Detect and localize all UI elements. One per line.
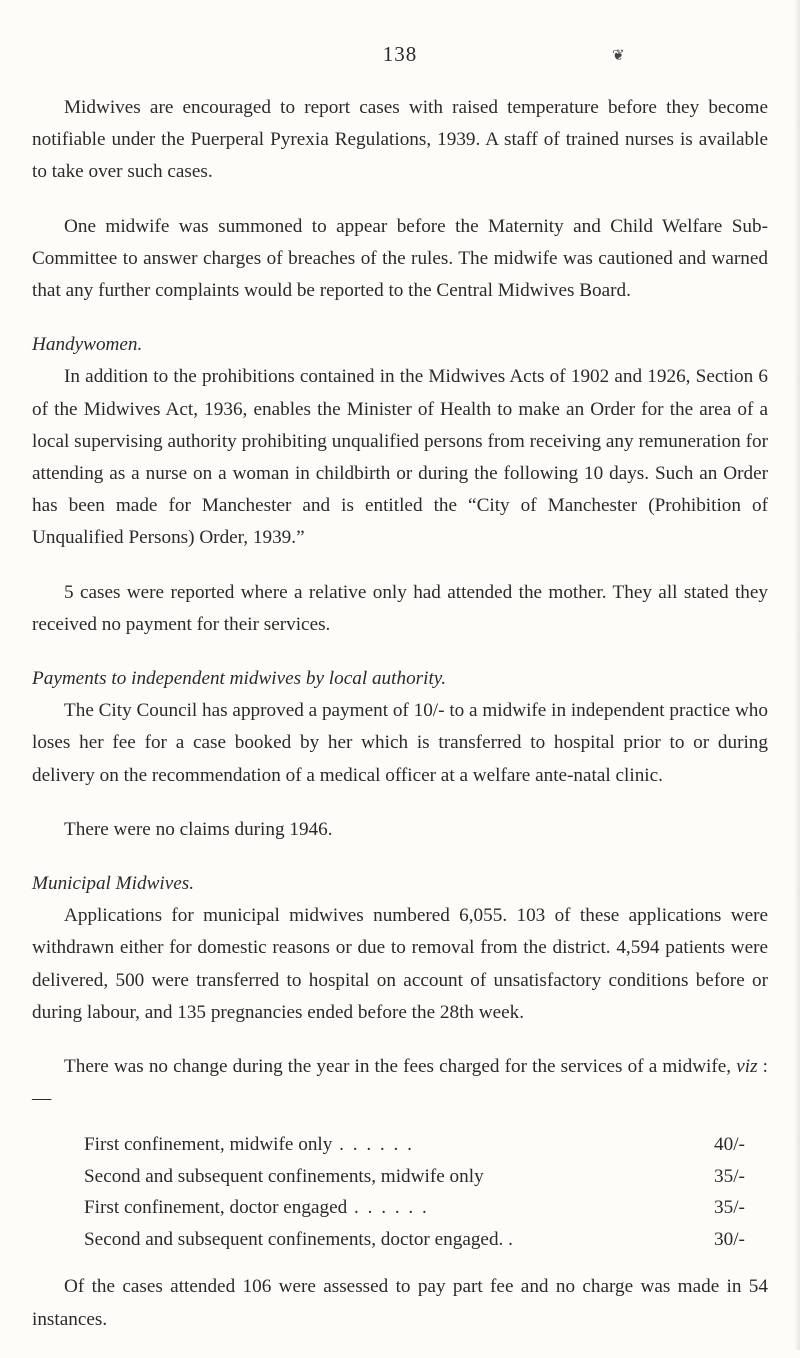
fee-amount: 35/- (714, 1197, 745, 1219)
heading-payments: Payments to independent midwives by local authority. (32, 668, 447, 690)
fee-amount: 40/- (714, 1134, 745, 1156)
heading-handywomen: Handywomen. (32, 334, 143, 356)
paragraph-puerperal-pyrexia: Midwives are encouraged to report cases with raised temperature before they become notifiable under the Puerperal Pyrexia Regulations, 1939. A staff of trained nurses is available to take over such cases. (32, 97, 768, 183)
fees-intro-text: There was no change during the year in the fees charged for the services of a midwife, (64, 1056, 737, 1078)
fee-row (84, 1224, 754, 1256)
paragraph-fees-intro (32, 1051, 768, 1115)
paragraph-payments-approved: The City Council has approved a payment of 10/- to a midwife in independent practice who loses her fee for a case booked by her which is transferred to hospital prior to or during delivery on the recommendation of a medical officer at a welfare ante-natal clinic. (32, 700, 768, 786)
fees-list (84, 1129, 754, 1255)
fee-amount: 35/- (714, 1165, 745, 1187)
page-edge-shadow (794, 0, 800, 1350)
fee-row (84, 1192, 754, 1224)
paragraph-midwife-summoned: One midwife was summoned to appear before the Maternity and Child Welfare Sub-Committee to answer charges of breaches of the rules. The midwife was cautioned and warned that any further complaints would be reported to the Central Midwives Board. (32, 215, 768, 302)
fee-amount: 30/- (714, 1228, 745, 1250)
page-body (32, 92, 768, 1358)
fee-row (84, 1129, 754, 1161)
fees-intro-end: :— (32, 1056, 769, 1110)
paragraph-municipal-applications: Applications for municipal midwives numbered 6,055. 103 of these applications were withdrawn either for domestic reasons or due to removal from the district. 4,594 patients were delivered, 500 were transferred to hospital on account of unsatisfactory conditions before or during labour, and 135 pregnancies ended before the 28th week. (32, 905, 768, 1023)
paragraph-handywomen-cases: 5 cases were reported where a relative only had attended the mother. They all stated they received no payment for their services. (32, 581, 768, 635)
heading-municipal-midwives: Municipal Midwives. (32, 873, 194, 895)
fee-row (84, 1161, 754, 1193)
fee-label: First confinement, doctor engaged . . . . . . (84, 1197, 429, 1219)
paragraph-handywomen-order: In addition to the prohibitions contained in the Midwives Acts of 1902 and 1926, Section 6 of the Midwives Act, 1936, enables the Minister of Health to make an Order for the area of a local supervising authority prohibiting unqualified persons from receiving any remuneration for attending as a nurse on a woman in childbirth or during the following 10 days. Such an Order has been made for Manchester and is entitled the “City of Manchester (Prohibition of Unqualified Persons) Order, 1939.” (32, 366, 768, 549)
paragraph-payments-claims: There were no claims during 1946. (64, 818, 333, 840)
page-number: 138 (382, 42, 418, 66)
paragraph-fee-assessment: Of the cases attended 106 were assessed to pay part fee and no charge was made in 54 instances. (32, 1276, 768, 1330)
fee-label: First confinement, midwife only . . . . . . (84, 1134, 414, 1156)
fee-label: Second and subsequent confinements, midwife only (84, 1165, 484, 1187)
ornament-mark: ❦ (612, 48, 625, 64)
fees-intro-viz: viz (736, 1056, 758, 1078)
fee-label: Second and subsequent confinements, doctor engaged. . (84, 1228, 513, 1250)
